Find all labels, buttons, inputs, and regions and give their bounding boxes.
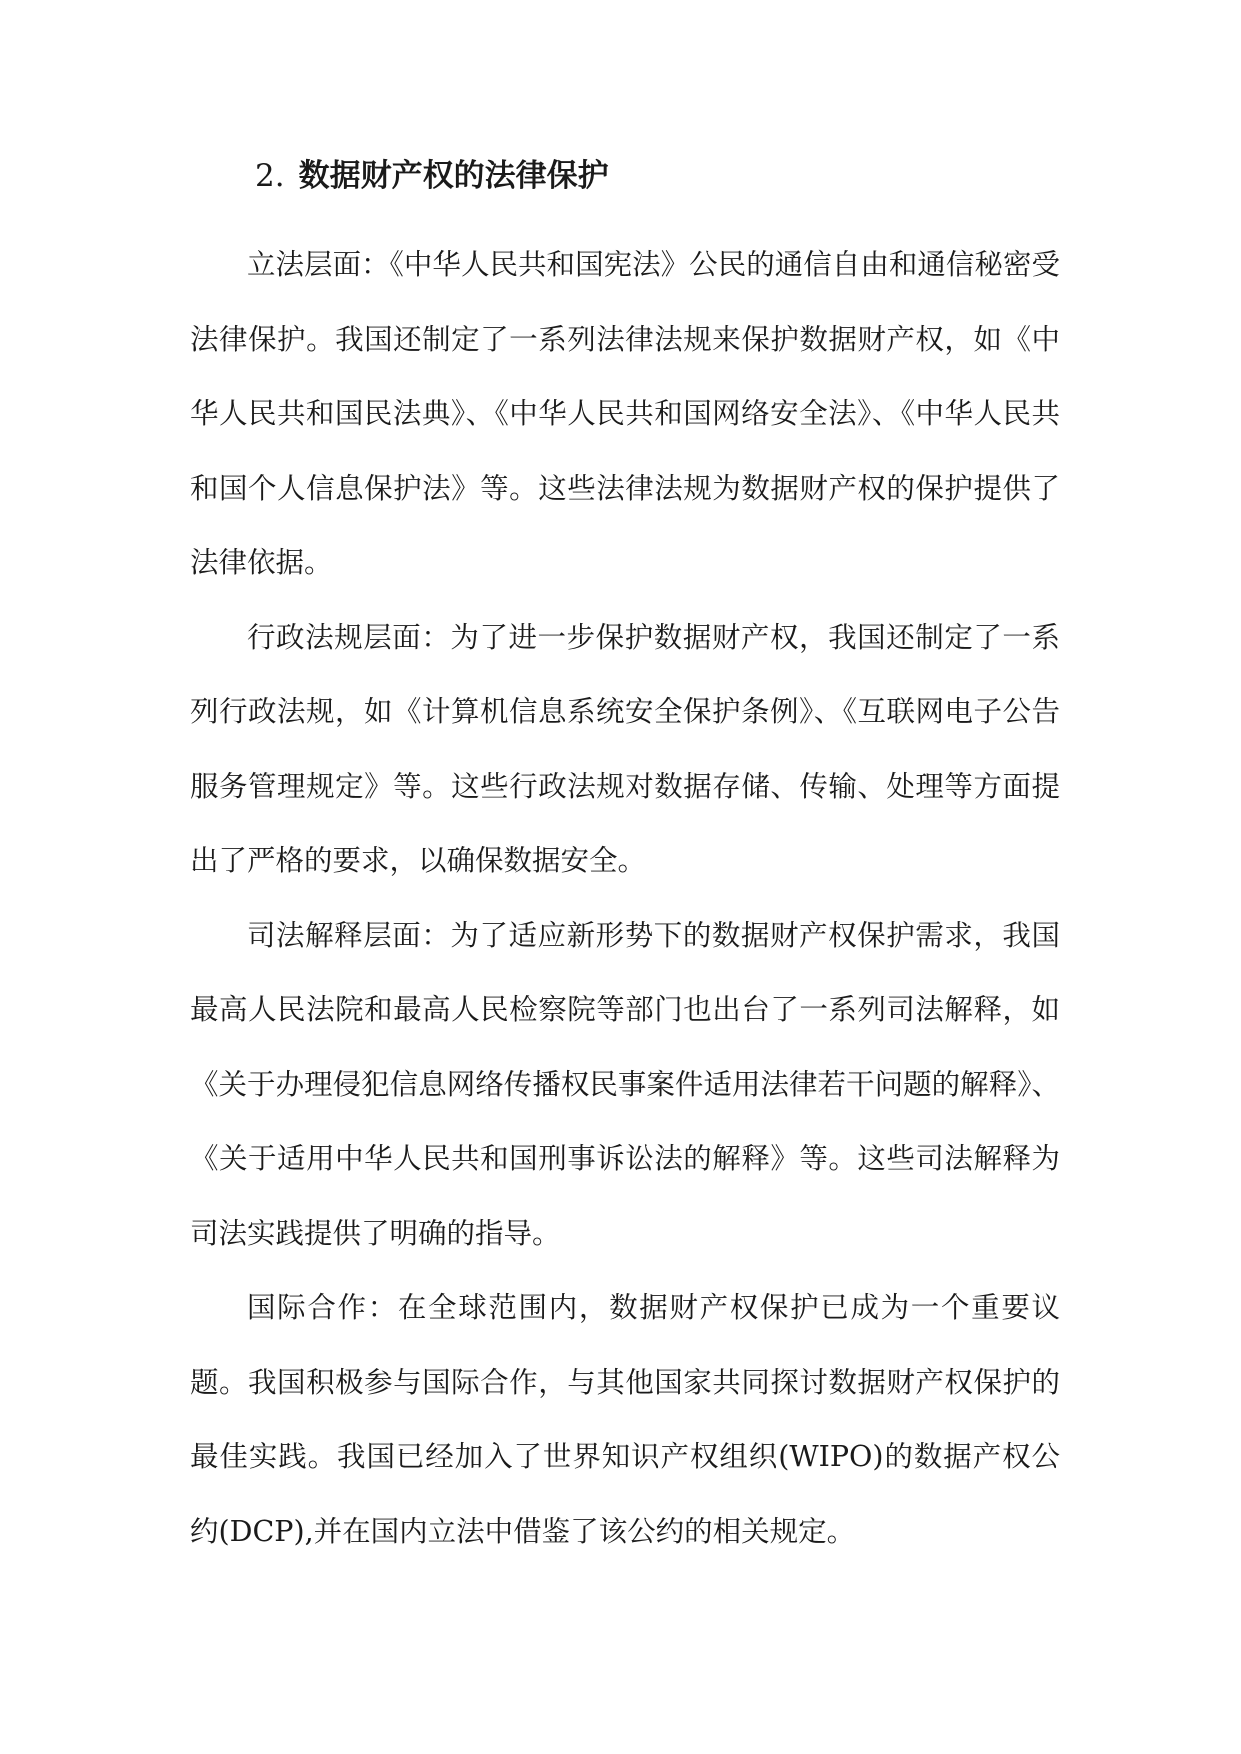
section-heading (255, 150, 609, 202)
section-title: 数据财产权的法律保护 (298, 158, 609, 194)
paragraph-legislation: 立法层面：《中华人民共和国宪法》公民的通信自由和通信秘密受法律保护。我国还制定了一系列法律法规来保护数据财产权，如《中华人民共和国民法典》、《中华人民共和国网络安全法》、《中华人民共和国个人信息保护法》等。这些法律法规为数据财产权的保护提供了法律依据。 (190, 248, 1060, 579)
paragraph-judicial-interpretation: 司法解释层面：为了适应新形势下的数据财产权保护需求，我国最高人民法院和最高人民检察院等部门也出台了一系列司法解释，如《关于办理侵犯信息网络传播权民事案件适用法律若干问题的解释》、《关于适用中华人民共和国刑事诉讼法的解释》等。这些司法解释为司法实践提供了明确的指导。 (190, 918, 1060, 1250)
section-number: 2. (255, 158, 285, 194)
paragraph-administrative-regulations: 行政法规层面：为了进一步保护数据财产权，我国还制定了一系列行政法规，如《计算机信息系统安全保护条例》、《互联网电子公告服务管理规定》等。这些行政法规对数据存储、传输、处理等方面提出了严格的要求，以确保数据安全。 (190, 620, 1060, 877)
body-text (190, 228, 1060, 1569)
paragraph-international-cooperation: 国际合作：在全球范围内，数据财产权保护已成为一个重要议题。我国积极参与国际合作，与其他国家共同探讨数据财产权保护的最佳实践。我国已经加入了世界知识产权组织(WIPO)的数据产权公约(DCP),并在国内立法中借鉴了该公约的相关规定。 (190, 1291, 1060, 1548)
